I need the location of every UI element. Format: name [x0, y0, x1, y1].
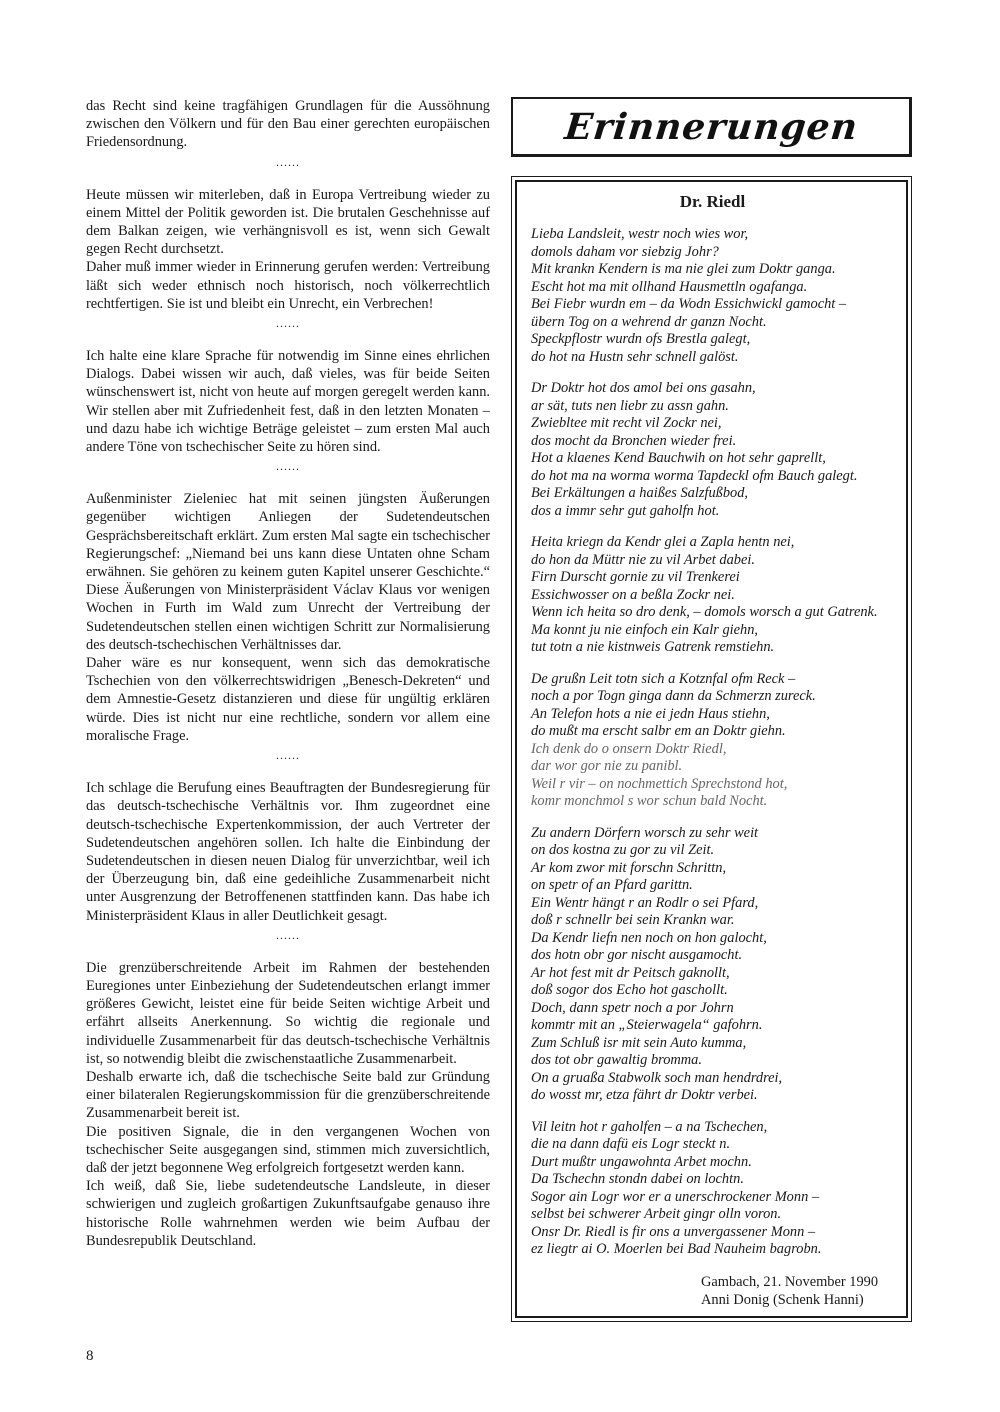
poem-stanza [531, 534, 894, 657]
article-paragraph: Deshalb erwarte ich, daß die tschechische Seite bald zur Gründung einer bilateralen Regierungskommission für die grenzüberschreitende Zusammenarbeit bereit ist. [86, 1068, 490, 1122]
poem-line: domols daham vor siebzig Johr? [531, 243, 719, 260]
poem-line: Ar hot fest mit dr Peitsch gaknollt, [531, 964, 730, 981]
poem-line: on spetr of an Pfard garittn. [531, 877, 693, 893]
poem-line: selbst bei schwerer Arbeit gingr olln voron. [531, 1206, 782, 1222]
poem-line: do wosst mr, etza fährt dr Doktr verbei. [531, 1087, 758, 1103]
poem-stanza [531, 380, 894, 520]
article-paragraph: Ich halte eine klare Sprache für notwendig im Sinne eines ehrlichen Dialogs. Dabei wissen wir auch, daß vieles, was für beide Seiten wünschenswert ist, nicht von heute auf morgen geregelt werden kann. Wir stellen aber mit Zufriedenheit fest, daß in den letzten Monaten – und dazu habe ich wichtige Beträge geleistet – zum ersten Mal auch andere Töne von tschechischer Seite zu hören sind. [86, 348, 490, 456]
section-separator: ...... [276, 154, 300, 169]
poem-line: tut totn a nie kistnweis Gatrenk remstiehn. [531, 639, 775, 655]
poem-line: doß sogor dos Echo hot gaschollt. [531, 982, 728, 998]
poem-line: dos hotn obr gor nischt ausgamocht. [531, 947, 743, 963]
poem-line: De grußn Leit totn sich a Kotznfal ofm Reck – [531, 670, 796, 687]
poem-line: Ein Wentr hängt r an Rodlr o sei Pfard, [531, 894, 759, 911]
poem-line: do mußt ma erscht salbr em an Doktr giehn. [531, 723, 786, 739]
article-paragraph: Die grenzüberschreitende Arbeit im Rahmen der bestehenden Euregiones unter Einbeziehung der Sudetendeutschen erlangt immer größeres Gewicht, leistet eine für beide Seiten wichtige Arbeit und erfährt allseits Anerkennung. So wichtig die regionale und individuelle Zusammenarbeit für das deutsch-tschechische Verhältnis ist, so notwendig bleibt die zwischenstaatliche Zusammenarbeit. [86, 959, 490, 1067]
article-paragraph: Ich schlage die Berufung eines Beauftragten der Bundesregierung für das deutsch-tschechische Verhältnis vor. Ihm zugeordnet eine deutsch-tschechische Expertenkommission, der auch Vertreter der Sudetendeutschen angehören sollen. Ich halte die Einbindung der Sudetendeutschen in diesen neuen Dialog für unverzichtbar, weil ich der Überzeugung bin, daß eine gedeihliche Zusammenarbeit nicht unter Ausgrenzung der Betroffenenen stattfinden kann. Das habe ich Ministerpräsident Klaus in aller Deutlichkeit gesagt. [86, 780, 490, 924]
poem-line: noch a por Togn ginga dann da Schmerzn zureck. [531, 688, 816, 704]
poem-line: Zu andern Dörfern worsch zu sehr weit [531, 824, 759, 841]
poem-line: Bei Erkältungen a haißes Salzfußbod, [531, 485, 749, 501]
section-separator: ...... [276, 459, 300, 474]
poem-line: Onsr Dr. Riedl is fir ons a unvergassener Monn – [531, 1223, 816, 1240]
signature-author: Anni Donig (Schenk Hanni) [701, 1291, 864, 1308]
poem-line: On a gruaßa Stabwolk soch man hendrdrei, [531, 1069, 783, 1086]
poem-stanza [531, 1119, 894, 1259]
poem-line: Da Kendr liefn nen noch on hon galocht, [531, 929, 767, 946]
poem-line: Ich denk do o onsern Doktr Riedl, [531, 740, 727, 757]
article-column [86, 97, 490, 1250]
poem-signature [701, 1273, 894, 1309]
poem-line: komr monchmol s wor schun bald Nocht. [531, 793, 768, 809]
poem-line: Durt mußtr ungawohnta Arbet mochn. [531, 1153, 752, 1170]
poem-line: Firn Durscht gornie zu vil Trenkerei [531, 569, 740, 585]
poem-line: Ar kom zwor mit forschn Schrittn, [531, 859, 727, 876]
poem-line: do hot ma na worma worma Tapdeckl ofm Bauch galegt. [531, 467, 858, 484]
poem-line: Mit krankn Kendern is ma nie glei zum Doktr ganga. [531, 261, 836, 277]
poem-line: ez liegtr ai O. Moerlen bei Bad Nauheim bagrobn. [531, 1241, 822, 1257]
poem-line: Ma konnt ju nie einfoch ein Kalr giehn, [531, 621, 759, 638]
poem-line: Lieba Landsleit, westr noch wies wor, [531, 226, 749, 242]
poem-line: die na dann dafü eis Logr steckt n. [531, 1136, 731, 1152]
poem-line: dar wor gor nie zu panibl. [531, 758, 683, 774]
poem-line: Da Tschechn stondn dabei on lochtn. [531, 1171, 744, 1187]
article-paragraph: das Recht sind keine tragfähigen Grundlagen für die Aussöhnung zwischen den Völkern und für den Bau einer gerechten europäischen Friedensordnung. [86, 98, 490, 151]
poem-line: ar sät, tuts nen liebr zu assn gahn. [531, 397, 729, 414]
poem-line: Heita kriegn da Kendr glei a Zapla hentn nei, [531, 534, 795, 550]
poem-line: doß r schnellr bei sein Krankn war. [531, 912, 735, 928]
poem-line: übern Tog on a wehrend dr ganzn Nocht. [531, 313, 767, 330]
poem-frame [515, 180, 908, 1318]
poem-line: Zum Schluß isr mit sein Auto kumma, [531, 1034, 747, 1051]
article-paragraph: Daher muß immer wieder in Erinnerung gerufen werden: Vertreibung läßt sich weder ethnisch noch historisch, noch völkerrechtlich rechtfertigen. Sie ist und bleibt ein Unrecht, ein Verbrechen! [86, 259, 490, 312]
article-paragraph: Ich weiß, daß Sie, liebe sudetendeutsche Landsleute, in dieser schwierigen und zugleich großartigen Zukunftsaufgabe genauso ihre historische Rolle wahrnehmen werden wie beim Aufbau der Bundesrepublik Deutschland. [86, 1178, 490, 1249]
poem-stanza [531, 671, 894, 811]
poem-line: Doch, dann spetr noch a por Johrn [531, 999, 734, 1016]
section-separator: ...... [276, 316, 300, 331]
sidebar-header-title: Erinnerungen [562, 105, 860, 148]
poem-line: Speckpflostr wurdn ofs Brestla galegt, [531, 331, 751, 347]
poem-line: kommtr mit an „Steierwagela“ gafohrn. [531, 1017, 763, 1033]
article-paragraph: Die positiven Signale, die in den vergangenen Wochen von tschechischer Seite ausgegangen sind, stimmen mich zuversichtlich, daß der jetzt begonnene Weg erfolgreich fortgesetzt werden kann. [86, 1123, 490, 1176]
poem-line: Vil leitn hot r gaholfen – a na Tschechen, [531, 1118, 768, 1135]
poem-line: Zwiebltee mit recht vil Zockr nei, [531, 415, 722, 431]
poem-box [511, 176, 912, 1322]
article-paragraph: Außenminister Zieleniec hat mit seinen jüngsten Äußerungen gegenüber wichtigen Anliegen der Sudetendeutschen Gesprächsbereitschaft erklärt. Zum ersten Mal sagte ein tschechischer Regierungschef: „Niemand bei uns kann diese Untaten ohne Scham erwähnen. Sie gehören zu keinem guten Kapitel unserer Geschichte.“ Diese Äußerungen von Ministerpräsident Václav Klaus vor wenigen Wochen in Furth im Wald zum Unrecht der Vertreibung der Sudetendeutschen stellen einen wichtigen Schritt zur Normalisierung des deutsch-tschechischen Verhältnisses dar. [86, 491, 490, 653]
poem-line: Hot a klaenes Kend Bauchwih on hot sehr gaprellt, [531, 450, 826, 466]
poem-line: Wenn ich heita so dro denk, – domols worsch a gut Gatrenk. [531, 604, 878, 620]
poem-line: do hon da Müttr nie zu vil Arbet dabei. [531, 551, 755, 568]
sidebar-header [511, 97, 912, 157]
section-separator: ...... [276, 927, 300, 942]
section-separator: ...... [276, 748, 300, 763]
poem-line: Essichwosser on a beßla Zockr nei. [531, 586, 735, 603]
poem-stanzas [531, 226, 894, 1259]
poem-line: Dr Doktr hot dos amol bei ons gasahn, [531, 380, 756, 396]
poem-line: Bei Fiebr wurdn em – da Wodn Essichwickl gamocht – [531, 296, 847, 312]
article-paragraph: Heute müssen wir miterleben, daß in Europa Vertreibung wieder zu einem Mittel der Politik geworden ist. Die brutalen Geschehnisse auf dem Balkan zeigen, wie verhängnisvoll es ist, wenn sich Gewalt gegen Recht durchsetzt. [86, 186, 490, 258]
article-paragraph: Daher wäre es nur konsequent, wenn sich das demokratische Tschechien von den völkerrechtswidrigen „Benesch-Dekreten“ und dem Amnestie-Gesetz distanzieren und diese für ungültig erklären würde. Dies ist nicht nur eine rechtliche, sondern vor allem eine moralische Frage. [86, 655, 490, 744]
poem-line: Escht hot ma mit ollhand Hausmettln ogafanga. [531, 278, 808, 295]
poem-line: Weil r vir – on nochmettich Sprechstond hot, [531, 775, 788, 792]
poem-line: Sogor ain Logr wor er a unerschrockener Monn – [531, 1188, 820, 1205]
poem-line: on dos kostna zu gor zu vil Zeit. [531, 842, 715, 858]
page-number: 8 [86, 1348, 94, 1364]
poem-line: do hot na Hustn sehr schnell galöst. [531, 348, 739, 365]
poem-title: Dr. Riedl [679, 192, 746, 211]
signature-place-date: Gambach, 21. November 1990 [701, 1273, 879, 1290]
poem-line: dos a immr sehr gut gaholfn hot. [531, 502, 720, 519]
poem-stanza [531, 226, 894, 366]
poem-line: dos mocht da Bronchen wieder frei. [531, 432, 737, 449]
poem-stanza [531, 825, 894, 1105]
poem-line: dos tot obr gawaltig bromma. [531, 1052, 702, 1068]
poem-line: An Telefon hots a nie ei jedn Haus stiehn, [531, 705, 770, 722]
